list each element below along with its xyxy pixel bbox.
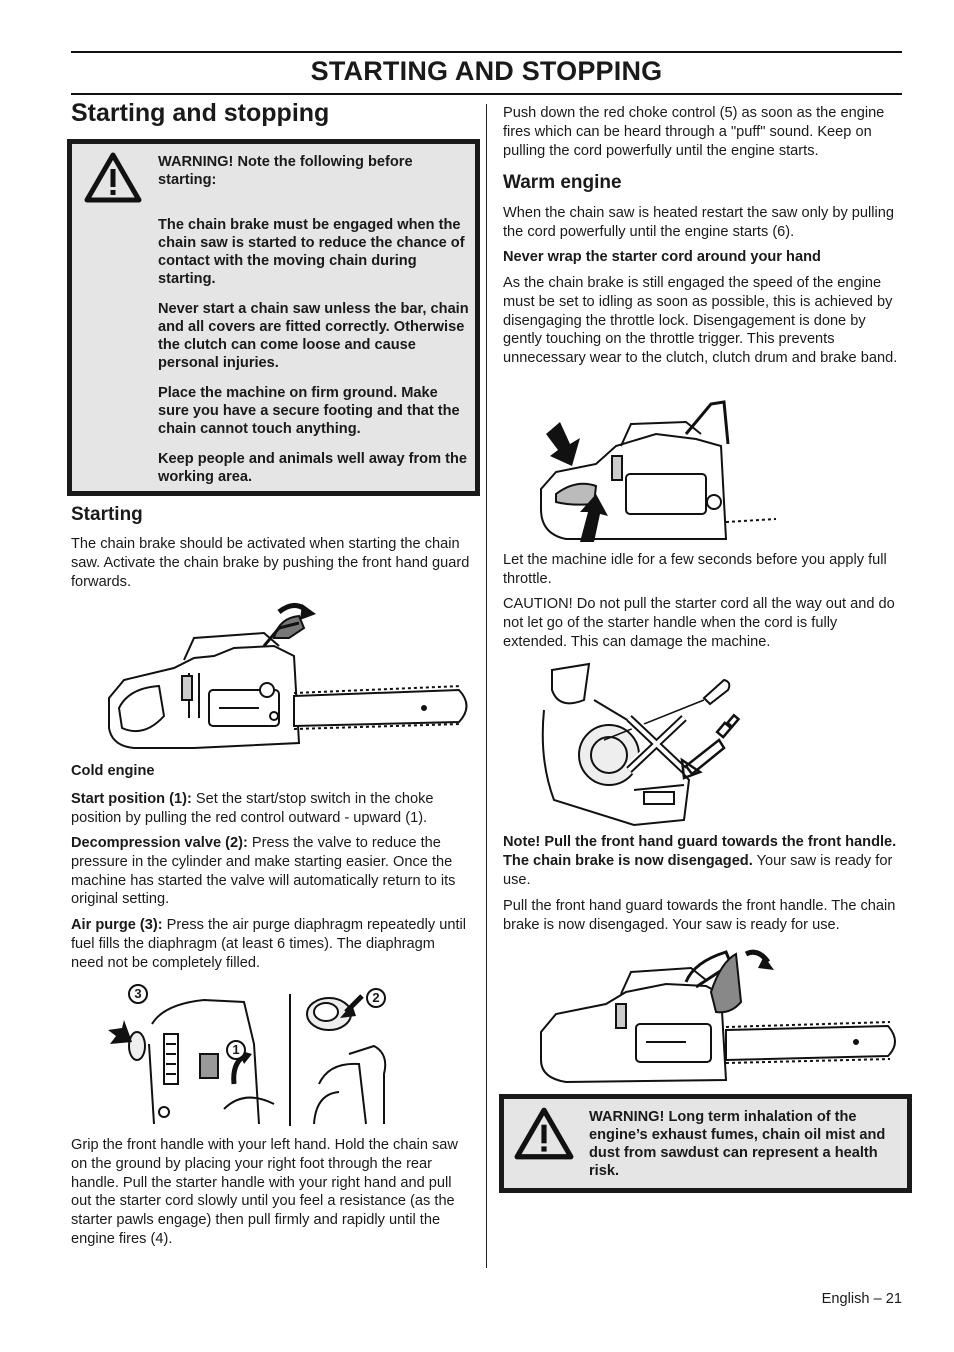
chainsaw-brake-disengaged-illustration <box>536 942 906 1088</box>
callout-3: 3 <box>128 984 148 1004</box>
decompression-label: Decompression valve (2): <box>71 835 248 851</box>
cold-engine-heading: Cold engine <box>71 763 155 779</box>
warning-text <box>158 153 470 486</box>
header-rule-top <box>71 51 902 53</box>
never-wrap-warning: Never wrap the starter cord around your hand <box>503 249 821 265</box>
note-text <box>503 833 905 889</box>
brake-text: As the chain brake is still engaged the speed of the engine must be set to idling as soon as possible, this is achieved by disengaging the throttle lock. Disengagement is done by gently touching on the throttle trigger. This prevents unnecessary wear to the clutch, clutch drum and brake band. <box>503 275 898 367</box>
caution-text: CAUTION! Do not pull the starter cord all the way out and do not let go of the starter handle when the cord is fully extended. This can damage the machine. <box>503 596 895 650</box>
chainsaw-brake-engaged-illustration <box>104 598 476 758</box>
section-title: Starting and stopping <box>71 99 330 127</box>
callout-2: 2 <box>366 988 386 1008</box>
grip-text: Grip the front handle with your left hand. Hold the chain saw on the ground by placing your right foot through the rear handle. Pull the starter handle with your right hand and pull out the starter cord slowly until you feel a resistance (as the starter pawls engage) then pull firmly and rapidly until the engine fires (4). <box>71 1137 458 1247</box>
start-position-desc: Set the start/stop switch in the choke position by pulling the red control outward - upward (1). <box>71 791 434 826</box>
warning-para-4: Place the machine on firm ground. Make sure you have a secure footing and that the chain cannot touch anything. <box>158 385 460 437</box>
air-purge-desc: Press the air purge diaphragm repeatedly until fuel fills the diaphragm (at least 6 times). The diaphragm need not be completely filled. <box>71 917 467 971</box>
pull-text: Pull the front hand guard towards the front handle. The chain brake is now disengaged. Your saw is ready for use. <box>503 898 896 933</box>
column-divider <box>486 104 487 1268</box>
note-bold: Note! Pull the front hand guard towards the front handle. The chain brake is now disengaged. <box>503 834 897 869</box>
page-title: STARTING AND STOPPING <box>310 56 663 86</box>
warning-triangle-icon <box>84 152 142 204</box>
decompression-desc: Press the valve to reduce the pressure in the cylinder and make starting easier. Once the machine has started the valve will automatically return to its original setting. <box>71 835 456 908</box>
throttle-lock-illustration <box>536 394 776 544</box>
decompression-text <box>71 834 471 909</box>
warning-box <box>67 139 480 496</box>
controls-illustration <box>104 984 404 1126</box>
starting-heading: Starting <box>71 504 143 525</box>
start-position-label: Start position (1): <box>71 791 192 807</box>
idle-text: Let the machine idle for a few seconds before you apply full throttle. <box>503 552 887 587</box>
warning-triangle-icon <box>514 1107 574 1161</box>
choke-text: Push down the red choke control (5) as soon as the engine fires which can be heard through a "puff" sound. Keep on pulling the cord powerfully until the engine starts. <box>503 105 885 159</box>
warning-para-1: WARNING! Note the following before starting: <box>158 154 413 188</box>
air-purge-text <box>71 916 471 972</box>
warm-engine-heading: Warm engine <box>503 172 622 193</box>
warning-box-2 <box>499 1094 912 1193</box>
warm-engine-text: When the chain saw is heated restart the saw only by pulling the cord powerfully until the engine starts (6). <box>503 205 895 240</box>
warning-para-2: The chain brake must be engaged when the chain saw is started to reduce the chance of contact with the moving chain during starting. <box>158 217 465 287</box>
start-position-text <box>71 790 471 828</box>
header-rule-bottom <box>71 93 902 95</box>
callout-1: 1 <box>226 1040 246 1060</box>
warning-2-text: WARNING! Long term inhalation of the engine’s exhaust fumes, chain oil mist and dust from sawdust can represent a health risk. <box>589 1109 886 1179</box>
starter-cord-caution-illustration <box>534 660 744 828</box>
page-number: English – 21 <box>821 1291 902 1307</box>
starting-text: The chain brake should be activated when starting the chain saw. Activate the chain brake by pushing the front hand guard forwards. <box>71 536 470 590</box>
note-rest: Your saw is ready for use. <box>503 852 893 888</box>
warning-para-5: Keep people and animals well away from the working area. <box>158 451 467 485</box>
warning-para-3: Never start a chain saw unless the bar, chain and all covers are fitted correctly. Otherwise the clutch can come loose and cause personal injuries. <box>158 301 469 371</box>
air-purge-label: Air purge (3): <box>71 917 163 933</box>
